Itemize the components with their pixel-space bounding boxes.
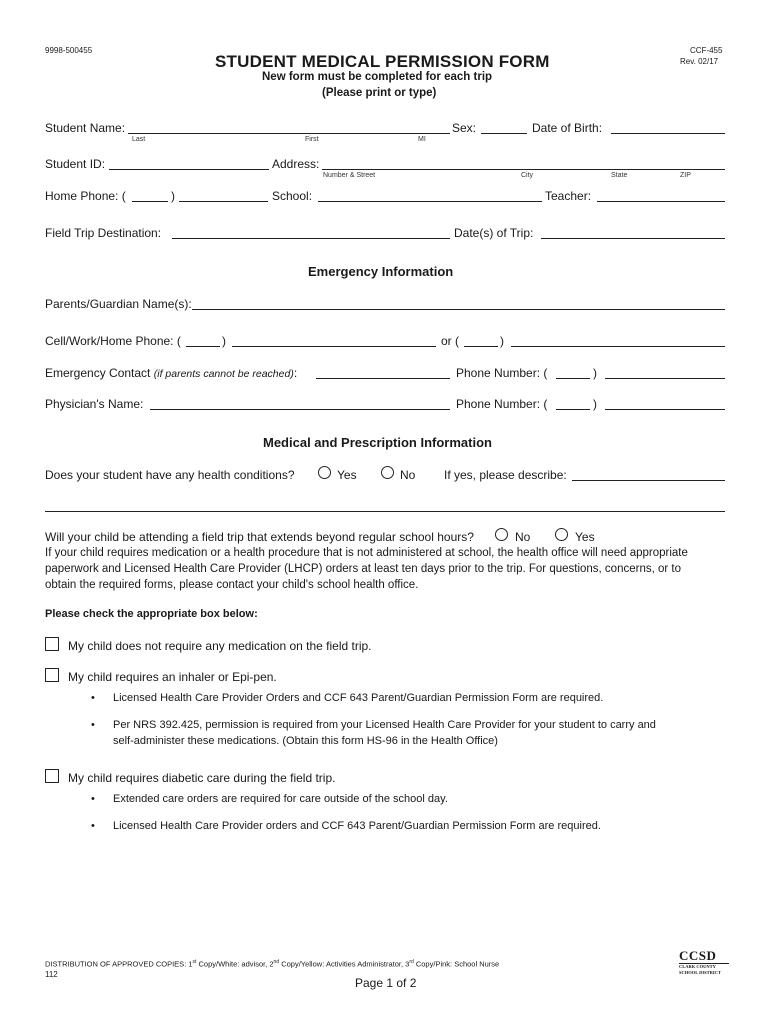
inhaler-requirement-2-cont: self-administer these medications. (Obtain this form HS-96 in the Health Office) (113, 735, 498, 747)
distribution-part-1: Copy/White: advisor, 2 (196, 959, 274, 969)
zip-hint: ZIP (680, 172, 691, 179)
address-field[interactable] (322, 169, 725, 170)
physician-label: Physician's Name: (45, 397, 144, 411)
health-conditions-question: Does your student have any health conditions? (45, 468, 295, 482)
form-title: STUDENT MEDICAL PERMISSION FORM (215, 52, 550, 71)
school-label: School: (272, 189, 313, 203)
teacher-field[interactable] (597, 201, 725, 202)
emergency-phone-close: ) (593, 366, 597, 380)
inhaler-epipen-checkbox[interactable] (45, 668, 59, 682)
trip-dates-field[interactable] (541, 238, 725, 239)
no-medication-checkbox[interactable] (45, 637, 59, 651)
distribution-part-2: Copy/Yellow: Activities Administrator, 3 (279, 959, 410, 969)
parents-label: Parents/Guardian Name(s): (45, 297, 192, 311)
beyond-hours-yes-radio[interactable] (555, 528, 568, 541)
emergency-phone-label: Phone Number: ( (456, 366, 548, 380)
emergency-contact-note: (if parents cannot be reached) (153, 368, 294, 380)
bullet-marker: • (91, 692, 95, 704)
inhaler-requirement-1: Licensed Health Care Provider Orders and CCF 643 Parent/Guardian Permission Form are required. (113, 692, 604, 704)
state-hint: State (611, 172, 628, 179)
describe-label: If yes, please describe: (444, 468, 567, 482)
emergency-heading: Emergency Information (308, 264, 454, 279)
diabetic-care-label: My child requires diabetic care during the field trip. (68, 771, 336, 785)
instructions-line-3: obtain the required forms, please contact your child's school health office. (45, 579, 419, 591)
cell-phone-number-field[interactable] (232, 346, 436, 347)
conditions-no-radio[interactable] (381, 466, 394, 479)
distribution-part-3: Copy/Pink: School Nurse (413, 959, 500, 969)
page-number: Page 1 of 2 (355, 976, 417, 990)
alt-phone-close: ) (500, 334, 504, 348)
inhaler-epipen-label: My child requires an inhaler or Epi-pen. (68, 670, 277, 684)
bullet-marker: • (91, 820, 95, 832)
student-name-label: Student Name: (45, 121, 126, 135)
home-phone-label: Home Phone: ( (45, 189, 126, 203)
student-name-field[interactable] (128, 133, 450, 134)
cell-phone-label: Cell/Work/Home Phone: ( (45, 334, 181, 348)
instructions-line-2: paperwork and Licensed Health Care Provider (LHCP) orders at least ten days prior to the trip. For questions, concerns, or to (45, 563, 681, 575)
emergency-contact-colon: : (293, 366, 298, 380)
city-hint: City (521, 172, 534, 179)
physician-field[interactable] (150, 409, 450, 410)
emergency-phone-number-field[interactable] (605, 378, 725, 379)
form-id: CCF-455 (690, 46, 723, 55)
instructions-line-1: If your child requires medication or a health procedure that is not administered at school, the health office will need appropriate (45, 547, 688, 559)
diabetic-requirement-1: Extended care orders are required for care outside of the school day. (113, 793, 448, 805)
ccsd-logo (679, 949, 729, 976)
conditions-yes-radio[interactable] (318, 466, 331, 479)
last-name-hint: Last (132, 136, 146, 143)
ordinal-3: rd (409, 959, 414, 965)
alt-phone-area-field[interactable] (464, 346, 498, 347)
beyond-hours-no-label: No (515, 530, 531, 544)
alt-phone-number-field[interactable] (511, 346, 725, 347)
describe-field[interactable] (572, 480, 725, 481)
diabetic-requirement-2: Licensed Health Care Provider orders and CCF 643 Parent/Guardian Permission Form are required. (113, 820, 601, 832)
bullet-marker: • (91, 719, 95, 731)
form-instruction: (Please print or type) (322, 87, 437, 99)
address-label: Address: (272, 157, 320, 171)
conditions-no-label: No (400, 468, 416, 482)
dob-label: Date of Birth: (532, 121, 603, 135)
bullet-marker: • (91, 793, 95, 805)
emergency-phone-area-field[interactable] (556, 378, 590, 379)
form-code: 112 (45, 970, 58, 979)
first-name-hint: First (305, 136, 319, 143)
physician-phone-label: Phone Number: ( (456, 397, 548, 411)
no-medication-label: My child does not require any medication on the field trip. (68, 639, 372, 653)
document-code: 9998-500455 (45, 46, 93, 55)
cell-phone-area-field[interactable] (186, 346, 220, 347)
school-field[interactable] (318, 201, 542, 202)
home-phone-number-field[interactable] (179, 201, 268, 202)
inhaler-requirement-2: Per NRS 392.425, permission is required from your Licensed Health Care Provider for your student to carry and (113, 719, 656, 731)
logo-line-2: SCHOOL DISTRICT (679, 970, 721, 975)
physician-phone-number-field[interactable] (605, 409, 725, 410)
form-subtitle: New form must be completed for each trip (262, 71, 493, 83)
alt-phone-label: or ( (441, 334, 459, 348)
destination-field[interactable] (172, 238, 450, 239)
beyond-hours-no-radio[interactable] (495, 528, 508, 541)
student-id-field[interactable] (109, 169, 269, 170)
dob-field[interactable] (611, 133, 725, 134)
emergency-contact-text: Emergency Contact (45, 366, 151, 380)
diabetic-care-checkbox[interactable] (45, 769, 59, 783)
describe-field-continued[interactable] (45, 511, 725, 512)
distribution-note (45, 959, 499, 969)
conditions-yes-label: Yes (337, 468, 357, 482)
emergency-contact-label (45, 366, 297, 380)
physician-phone-area-field[interactable] (556, 409, 590, 410)
beyond-hours-question: Will your child be attending a field trip that extends beyond regular school hours? (45, 530, 474, 544)
physician-phone-close: ) (593, 397, 597, 411)
teacher-label: Teacher: (545, 189, 592, 203)
logo-main: CCSD (679, 948, 717, 963)
destination-label: Field Trip Destination: (45, 226, 162, 240)
sex-label: Sex: (452, 121, 477, 135)
parents-field[interactable] (192, 309, 725, 310)
ordinal-1: st (192, 959, 197, 965)
trip-dates-label: Date(s) of Trip: (454, 226, 534, 240)
check-box-heading: Please check the appropriate box below: (45, 608, 258, 620)
medical-heading: Medical and Prescription Information (263, 435, 492, 450)
form-revision: Rev. 02/17 (680, 57, 719, 66)
home-phone-area-code-field[interactable] (132, 201, 168, 202)
beyond-hours-yes-label: Yes (575, 530, 595, 544)
ordinal-2: nd (273, 959, 280, 965)
middle-initial-hint: MI (418, 136, 426, 143)
sex-field[interactable] (481, 133, 527, 134)
street-hint: Number & Street (323, 172, 376, 179)
home-phone-close: ) (171, 189, 175, 203)
emergency-contact-field[interactable] (316, 378, 450, 379)
student-id-label: Student ID: (45, 157, 106, 171)
cell-phone-close: ) (222, 334, 226, 348)
distribution-prefix: DISTRIBUTION OF APPROVED COPIES: 1 (45, 959, 193, 969)
logo-line-1: CLARK COUNTY (679, 963, 729, 970)
